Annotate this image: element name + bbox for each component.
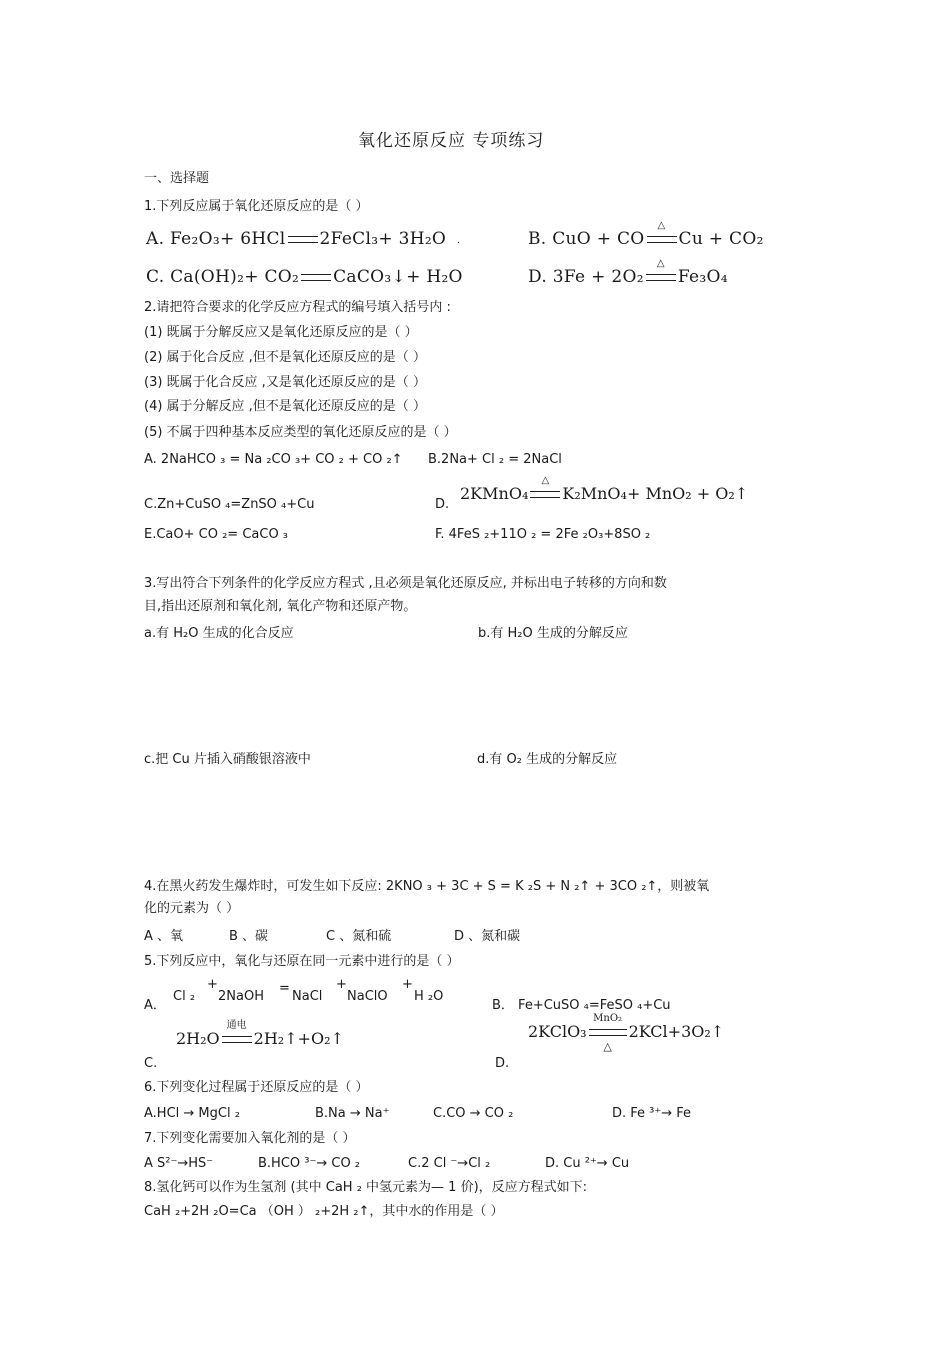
q2-equation-e: E.CaO+ CO ₂= CaCO ₃ [144,527,289,542]
question-6-stem: 6.下列变化过程属于还原反应的是（ ） [144,1080,369,1095]
q2-equation-c: C.Zn+CuSO ₄=ZnSO ₄+Cu [144,497,315,512]
q5-a-h2o: H ₂O [414,989,444,1004]
question-3-line-1: 3.写出符合下列条件的化学反应方程式 ,且必须是氧化还原反应, 并标出电子转移的方向和数 [144,576,667,591]
q2-equation-a: A. 2NaHCO ₃ = Na ₂CO ₃+ CO ₂ + CO ₂↑ [144,452,403,467]
q2-item-2: (2) 属于化合反应 ,但不是氧化还原反应的是（ ） [144,350,426,365]
q6-option-c: C.CO → CO ₂ [433,1106,514,1121]
q2-equation-d-label: D. [435,497,450,512]
q5-option-a-label: A． [144,998,166,1013]
question-1-stem: 1.下列反应属于氧化还原反应的是（ ） [144,199,369,214]
q1-option-d: D. 3Fe + 2O₂ △ Fe₃O₄ [528,258,728,287]
question-4-line-1: 4.在黑火药发生爆炸时，可发生如下反应: 2KNO ₃ + 3C + S = K ₂S + N ₂↑ + 3CO ₂↑，则被氧 [144,879,710,894]
page-title: 氧化还原反应 专项练习 [358,131,545,151]
question-4-line-2: 化的元素为（ ） [144,901,240,916]
q2-equation-b: B.2Na+ Cl ₂ = 2NaCl [428,452,562,467]
q1-option-c: C. Ca(OH)₂+ CO₂ CaCO₃↓+ H₂O [146,267,463,287]
q7-option-d: D. Cu ²⁺→ Cu [545,1156,630,1171]
q7-option-a: A S²⁻→HS⁻ [144,1156,214,1171]
q2-equation-d: 2KMnO₄ △ K₂MnO₄+ MnO₂ + O₂↑ [460,475,749,503]
q5-a-op-plus-3: + [402,977,413,992]
q2-item-5: (5) 不属于四种基本反应类型的氧化还原反应的是（ ） [144,425,457,440]
q3-part-a: a.有 H₂O 生成的化合反应 [144,626,294,641]
q5-option-d-equation: 2KClO₃ MnO₂ △ 2KCl+3O₂↑ [528,1013,725,1053]
q5-a-nacl: NaCl [292,989,323,1004]
q5-a-op-plus-2: + [336,977,347,992]
q3-part-b: b.有 H₂O 生成的分解反应 [478,626,628,641]
q2-item-4: (4) 属于分解反应 ,但不是氧化还原反应的是（ ） [144,399,426,414]
question-7-stem: 7.下列变化需要加入氧化剂的是（ ） [144,1131,356,1146]
q3-part-d: d.有 O₂ 生成的分解反应 [477,752,618,767]
q5-option-d-label: D. [495,1056,510,1071]
question-3-line-2: 目,指出还原剂和氧化剂, 氧化产物和还原产物。 [144,599,417,614]
q7-option-c: C.2 Cl ⁻→Cl ₂ [408,1156,491,1171]
q5-a-naoh: 2NaOH [218,989,264,1004]
question-2-stem: 2.请把符合要求的化学反应方程式的编号填入括号内 : [144,300,451,315]
question-5-stem: 5.下列反应中，氧化与还原在同一元素中进行的是（ ） [144,954,460,969]
q2-item-3: (3) 既属于化合反应 ,又是氧化还原反应的是（ ） [144,375,426,390]
q5-a-op-equals: = [279,981,290,996]
q5-option-b: B． Fe+CuSO ₄=FeSO ₄+Cu [492,998,671,1013]
q2-item-1: (1) 既属于分解反应又是氧化还原反应的是（ ） [144,325,418,340]
q1-option-b: B. CuO + CO △ Cu + CO₂ [528,220,764,249]
q5-option-c-equation: 2H₂O 通电 2H₂↑+O₂↑ [176,1020,344,1048]
q5-a-cl2: Cl ₂ [173,989,196,1004]
q5-option-c-label: C. [144,1056,158,1071]
q3-part-c: c.把 Cu 片插入硝酸银溶液中 [144,752,311,767]
q6-option-d: D. Fe ³⁺→ Fe [612,1106,692,1121]
question-8-line-1: 8.氢化钙可以作为生氢剂 (其中 CaH ₂ 中氢元素为— 1 价)，反应方程式如下: [144,1180,588,1195]
q6-option-a: A.HCl → MgCl ₂ [144,1106,240,1121]
q5-a-naclo: NaClO [347,989,388,1004]
q1-option-a: A. Fe₂O₃+ 6HCl 2FeCl₃+ 3H₂O [146,229,447,249]
section-heading: 一、选择题 [144,171,210,186]
q5-a-op-plus-1: + [207,977,218,992]
q6-option-b: B.Na → Na⁺ [315,1106,390,1121]
q7-option-b: B.HCO ³⁻→ CO ₂ [258,1156,361,1171]
q4-option-a: A 、氧 [144,929,184,944]
decorative-dot: · [457,238,461,249]
q2-equation-f: F. 4FeS ₂+11O ₂ = 2Fe ₂O₃+8SO ₂ [435,527,651,542]
q4-option-c: C 、氮和硫 [326,929,392,944]
q4-option-d: D 、氮和碳 [454,929,521,944]
question-8-line-2: CaH ₂+2H ₂O=Ca （OH ） ₂+2H ₂↑，其中水的作用是（ ） [144,1204,504,1219]
q4-option-b: B 、碳 [229,929,269,944]
